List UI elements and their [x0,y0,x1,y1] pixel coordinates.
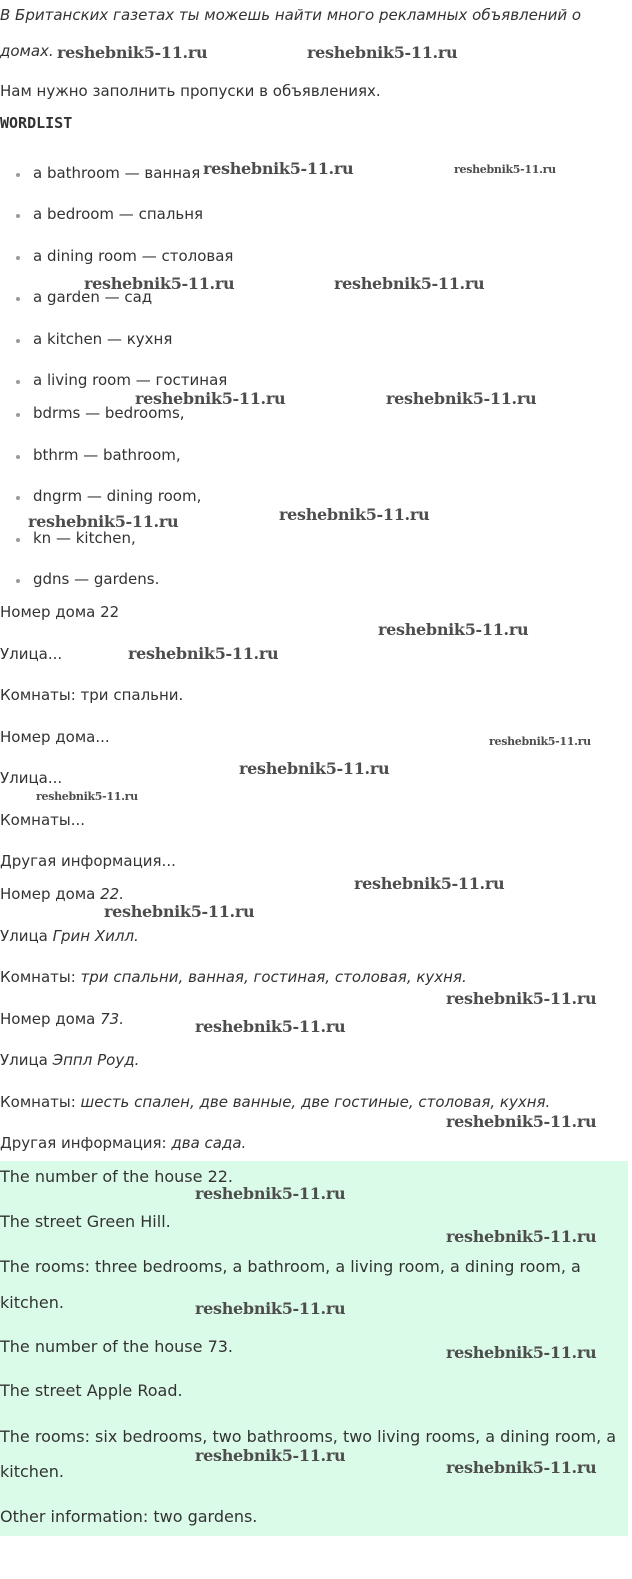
list-item: a bathroom — ванная [33,164,201,182]
watermark: reshebnik5-11.ru [195,1299,346,1318]
bullet-icon [16,538,20,542]
ad1-rooms: Комнаты: три спальни. [0,686,184,704]
intro-line-1: В Британских газетах ты можешь найти много рекламных объявлений о [0,6,582,24]
intro-line-3: Нам нужно заполнить пропуски в объявлениях. [0,82,381,100]
list-item: a kitchen — кухня [33,330,173,348]
bullet-icon [16,339,20,343]
filled-ad1-number: Номер дома 22. [0,885,124,903]
watermark: reshebnik5-11.ru [354,874,505,893]
answer-line: The number of the house 22. [0,1167,234,1186]
answer-line: Other information: two gardens. [0,1507,258,1526]
watermark: reshebnik5-11.ru [195,1446,346,1465]
answer-line: kitchen. [0,1462,64,1481]
watermark: reshebnik5-11.ru [446,1343,597,1362]
list-item: bthrm — bathroom, [33,446,181,464]
list-item: bdrms — bedrooms, [33,404,185,422]
answer-line: The street Apple Road. [0,1381,183,1400]
watermark: reshebnik5-11.ru [203,159,354,178]
bullet-icon [16,173,20,177]
filled-ad2-rooms: Комнаты: шесть спален, две ванные, две гостиные, столовая, кухня. [0,1093,551,1111]
filled-ad2-street: Улица Эппл Роуд. [0,1051,140,1069]
list-item: a dining room — столовая [33,247,234,265]
list-item: a bedroom — спальня [33,205,204,223]
watermark: reshebnik5-11.ru [28,512,179,531]
filled-ad1-rooms: Комнаты: три спальни, ванная, гостиная, столовая, кухня. [0,968,467,986]
answer-line: The street Green Hill. [0,1212,171,1231]
bullet-icon [16,256,20,260]
watermark: reshebnik5-11.ru [446,1227,597,1246]
bullet-icon [16,496,20,500]
answer-line: The number of the house 73. [0,1337,234,1356]
watermark: reshebnik5-11.ru [135,389,286,408]
list-item: a garden — сад [33,288,153,306]
bullet-icon [16,297,20,301]
bullet-icon [16,214,20,218]
list-item: gdns — gardens. [33,570,160,588]
ad2-number: Номер дома... [0,728,110,746]
bullet-icon [16,579,20,583]
answer-line: The rooms: six bedrooms, two bathrooms, two living rooms, a dining room, a [0,1427,617,1446]
list-item: a living room — гостиная [33,371,228,389]
filled-ad2-other: Другая информация: два сада. [0,1134,247,1152]
watermark: reshebnik5-11.ru [36,790,138,803]
ad2-street: Улица... [0,769,63,787]
watermark: reshebnik5-11.ru [489,735,591,748]
list-item: dngrm — dining room, [33,487,202,505]
answer-line: kitchen. [0,1293,64,1312]
watermark: reshebnik5-11.ru [446,989,597,1008]
bullet-icon [16,380,20,384]
ad2-rooms: Комнаты... [0,811,86,829]
ad1-number: Номер дома 22 [0,603,120,621]
watermark: reshebnik5-11.ru [279,505,430,524]
watermark: reshebnik5-11.ru [239,759,390,778]
intro-line-2: домах. [0,42,54,60]
watermark: reshebnik5-11.ru [334,274,485,293]
watermark: reshebnik5-11.ru [386,389,537,408]
list-item: kn — kitchen, [33,529,136,547]
wordlist-title: WORDLIST [0,114,73,132]
watermark: reshebnik5-11.ru [454,163,556,176]
watermark: reshebnik5-11.ru [128,644,279,663]
ad1-street: Улица... [0,645,63,663]
watermark: reshebnik5-11.ru [84,274,235,293]
bullet-icon [16,455,20,459]
watermark: reshebnik5-11.ru [104,902,255,921]
bullet-icon [16,413,20,417]
watermark: reshebnik5-11.ru [378,620,529,639]
answer-line: The rooms: three bedrooms, a bathroom, a living room, a dining room, a [0,1257,581,1276]
watermark: reshebnik5-11.ru [195,1017,346,1036]
watermark: reshebnik5-11.ru [57,43,208,62]
watermark: reshebnik5-11.ru [307,43,458,62]
watermark: reshebnik5-11.ru [446,1458,597,1477]
filled-ad2-number: Номер дома 73. [0,1010,124,1028]
ad2-other: Другая информация... [0,852,176,870]
watermark: reshebnik5-11.ru [195,1184,346,1203]
watermark: reshebnik5-11.ru [446,1112,597,1131]
filled-ad1-street: Улица Грин Хилл. [0,927,139,945]
